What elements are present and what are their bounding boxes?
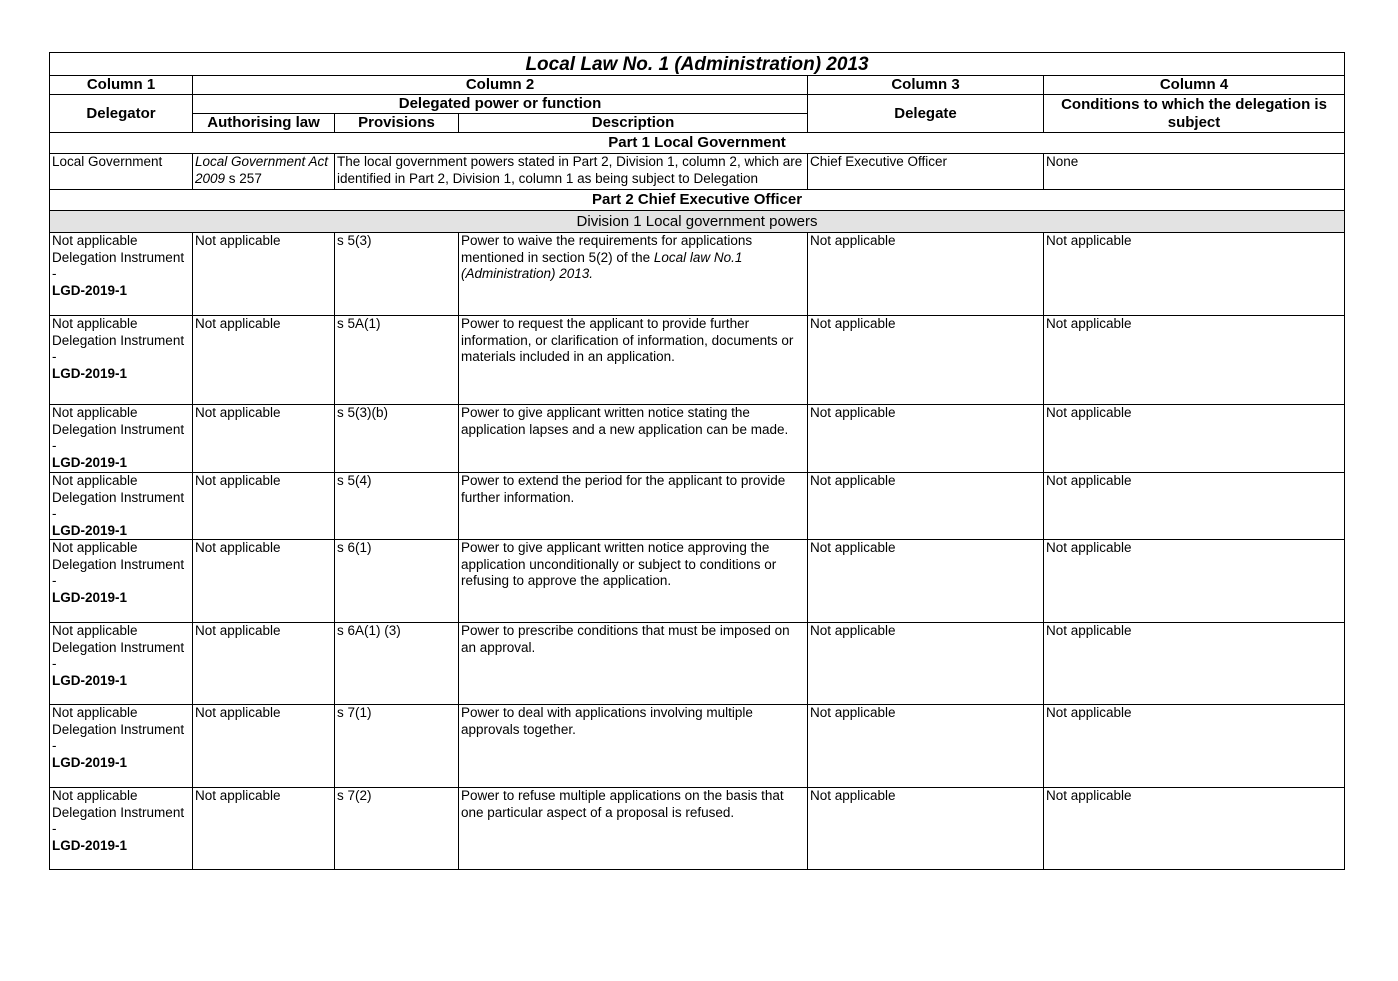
authorising-law-cell: Not applicable bbox=[193, 233, 335, 316]
description-text: Power to waive the requirements for applications mentioned in section 5(2) of the bbox=[461, 233, 753, 265]
description-cell bbox=[459, 473, 808, 540]
table-row bbox=[50, 405, 1345, 473]
header-delegate: Delegate bbox=[808, 95, 1044, 133]
delegation-code: LGD-2019-1 bbox=[52, 454, 128, 470]
delegator-line-1: Not applicable bbox=[52, 405, 138, 420]
provision-cell: s 5(3) bbox=[335, 233, 459, 316]
header-delegated-power: Delegated power or function bbox=[193, 95, 808, 114]
description-cell bbox=[459, 316, 808, 405]
delegator-line-1: Not applicable bbox=[52, 623, 138, 638]
delegator-line-2: Delegation Instrument - bbox=[52, 332, 185, 364]
delegator-line-2: Delegation Instrument - bbox=[52, 639, 185, 671]
conditions-cell: Not applicable bbox=[1044, 788, 1345, 870]
part-2-heading-row bbox=[50, 190, 1345, 211]
description-cell bbox=[459, 705, 808, 788]
description-cell bbox=[459, 233, 808, 316]
description-text: Power to give applicant written notice approving the application unconditionally or subject to conditions or refusing to approve the application. bbox=[461, 540, 777, 588]
part-1-delegate: Chief Executive Officer bbox=[808, 154, 1044, 190]
delegate-cell: Not applicable bbox=[808, 623, 1044, 705]
delegation-code: LGD-2019-1 bbox=[52, 282, 128, 298]
delegator-cell bbox=[50, 705, 193, 788]
header-column-2: Column 2 bbox=[193, 76, 808, 95]
delegator-line-1: Not applicable bbox=[52, 540, 138, 555]
part-2-heading: Part 2 Chief Executive Officer bbox=[50, 190, 1345, 211]
part-1-authorising-law bbox=[193, 154, 335, 190]
document-title: Local Law No. 1 (Administration) 2013 bbox=[50, 53, 1345, 76]
part-1-description: The local government powers stated in Part 2, Division 1, column 2, which are identified in Part 2, Division 1, column 1 as being subject to Delegation bbox=[335, 154, 808, 190]
description-text: Power to deal with applications involving multiple approvals together. bbox=[461, 705, 753, 737]
delegator-line-1: Not applicable bbox=[52, 705, 138, 720]
part-1-row bbox=[50, 154, 1345, 190]
provision-cell: s 7(1) bbox=[335, 705, 459, 788]
conditions-cell: Not applicable bbox=[1044, 705, 1345, 788]
provision-cell: s 6(1) bbox=[335, 540, 459, 623]
authorising-law-cell: Not applicable bbox=[193, 405, 335, 473]
delegate-cell: Not applicable bbox=[808, 540, 1044, 623]
delegator-line-2: Delegation Instrument - bbox=[52, 249, 185, 281]
table-row bbox=[50, 705, 1345, 788]
description-cell bbox=[459, 623, 808, 705]
delegate-cell: Not applicable bbox=[808, 233, 1044, 316]
conditions-cell: Not applicable bbox=[1044, 540, 1345, 623]
delegator-line-1: Not applicable bbox=[52, 473, 138, 488]
description-cell bbox=[459, 788, 808, 870]
description-text: Power to refuse multiple applications on the basis that one particular aspect of a proposal is refused. bbox=[461, 788, 784, 820]
authorising-law-cell: Not applicable bbox=[193, 788, 335, 870]
delegate-cell: Not applicable bbox=[808, 316, 1044, 405]
authorising-act: Local Government Act 2009 bbox=[195, 154, 329, 186]
table-row bbox=[50, 623, 1345, 705]
part-1-heading-row bbox=[50, 133, 1345, 154]
description-cell bbox=[459, 540, 808, 623]
part-1-conditions: None bbox=[1044, 154, 1345, 190]
delegation-code: LGD-2019-1 bbox=[52, 522, 128, 538]
conditions-cell: Not applicable bbox=[1044, 233, 1345, 316]
delegation-table bbox=[49, 52, 1345, 870]
provision-cell: s 7(2) bbox=[335, 788, 459, 870]
header-column-1: Column 1 bbox=[50, 76, 193, 95]
authorising-law-cell: Not applicable bbox=[193, 705, 335, 788]
header-column-3: Column 3 bbox=[808, 76, 1044, 95]
description-cell bbox=[459, 405, 808, 473]
delegation-code: LGD-2019-1 bbox=[52, 672, 128, 688]
delegation-code: LGD-2019-1 bbox=[52, 754, 128, 770]
delegator-cell bbox=[50, 788, 193, 870]
delegation-code: LGD-2019-1 bbox=[52, 589, 128, 605]
description-text: Power to request the applicant to provide further information, or clarification of information, documents or materials included in an application. bbox=[461, 316, 794, 364]
delegator-line-1: Not applicable bbox=[52, 316, 138, 331]
delegator-cell bbox=[50, 405, 193, 473]
header-provisions: Provisions bbox=[335, 114, 459, 133]
header-delegator: Delegator bbox=[50, 95, 193, 133]
description-text: Power to extend the period for the applicant to provide further information. bbox=[461, 473, 786, 505]
part-1-heading: Part 1 Local Government bbox=[50, 133, 1345, 154]
authorising-law-cell: Not applicable bbox=[193, 473, 335, 540]
table-row bbox=[50, 473, 1345, 540]
table-row bbox=[50, 540, 1345, 623]
table-row bbox=[50, 316, 1345, 405]
title-row bbox=[50, 53, 1345, 76]
column-title-row bbox=[50, 95, 1345, 114]
conditions-cell: Not applicable bbox=[1044, 473, 1345, 540]
delegator-cell bbox=[50, 233, 193, 316]
description-text: Power to give applicant written notice stating the application lapses and a new application can be made. bbox=[461, 405, 789, 437]
delegator-cell bbox=[50, 540, 193, 623]
delegator-line-2: Delegation Instrument - bbox=[52, 556, 185, 588]
conditions-cell: Not applicable bbox=[1044, 405, 1345, 473]
delegator-cell bbox=[50, 473, 193, 540]
provision-cell: s 5(3)(b) bbox=[335, 405, 459, 473]
delegator-line-2: Delegation Instrument - bbox=[52, 721, 185, 753]
delegator-cell bbox=[50, 316, 193, 405]
delegator-line-1: Not applicable bbox=[52, 788, 138, 803]
provision-cell: s 5A(1) bbox=[335, 316, 459, 405]
authorising-law-cell: Not applicable bbox=[193, 316, 335, 405]
description-italic-text: Local law No.1 (Administration) 2013. bbox=[461, 249, 743, 281]
part-1-delegator: Local Government bbox=[50, 154, 193, 190]
delegator-line-2: Delegation Instrument - bbox=[52, 421, 185, 453]
delegator-line-2: Delegation Instrument - bbox=[52, 804, 185, 836]
delegate-cell: Not applicable bbox=[808, 473, 1044, 540]
provision-cell: s 6A(1) (3) bbox=[335, 623, 459, 705]
provision-cell: s 5(4) bbox=[335, 473, 459, 540]
header-description: Description bbox=[459, 114, 808, 133]
conditions-cell: Not applicable bbox=[1044, 623, 1345, 705]
division-1-heading: Division 1 Local government powers bbox=[50, 211, 1345, 233]
column-number-row bbox=[50, 76, 1345, 95]
table-row bbox=[50, 233, 1345, 316]
delegate-cell: Not applicable bbox=[808, 405, 1044, 473]
header-authorising-law: Authorising law bbox=[193, 114, 335, 133]
delegation-code: LGD-2019-1 bbox=[52, 365, 128, 381]
authorising-law-cell: Not applicable bbox=[193, 623, 335, 705]
delegator-cell bbox=[50, 623, 193, 705]
authorising-section: s 257 bbox=[225, 170, 262, 186]
description-text: Power to prescribe conditions that must be imposed on an approval. bbox=[461, 623, 790, 655]
delegator-line-1: Not applicable bbox=[52, 233, 138, 248]
delegation-code: LGD-2019-1 bbox=[52, 837, 128, 853]
delegate-cell: Not applicable bbox=[808, 705, 1044, 788]
division-1-row bbox=[50, 211, 1345, 233]
table-row bbox=[50, 788, 1345, 870]
header-column-4: Column 4 bbox=[1044, 76, 1345, 95]
delegator-line-2: Delegation Instrument - bbox=[52, 489, 185, 521]
delegate-cell: Not applicable bbox=[808, 788, 1044, 870]
authorising-law-cell: Not applicable bbox=[193, 540, 335, 623]
header-conditions: Conditions to which the delegation is subject bbox=[1044, 95, 1345, 133]
conditions-cell: Not applicable bbox=[1044, 316, 1345, 405]
